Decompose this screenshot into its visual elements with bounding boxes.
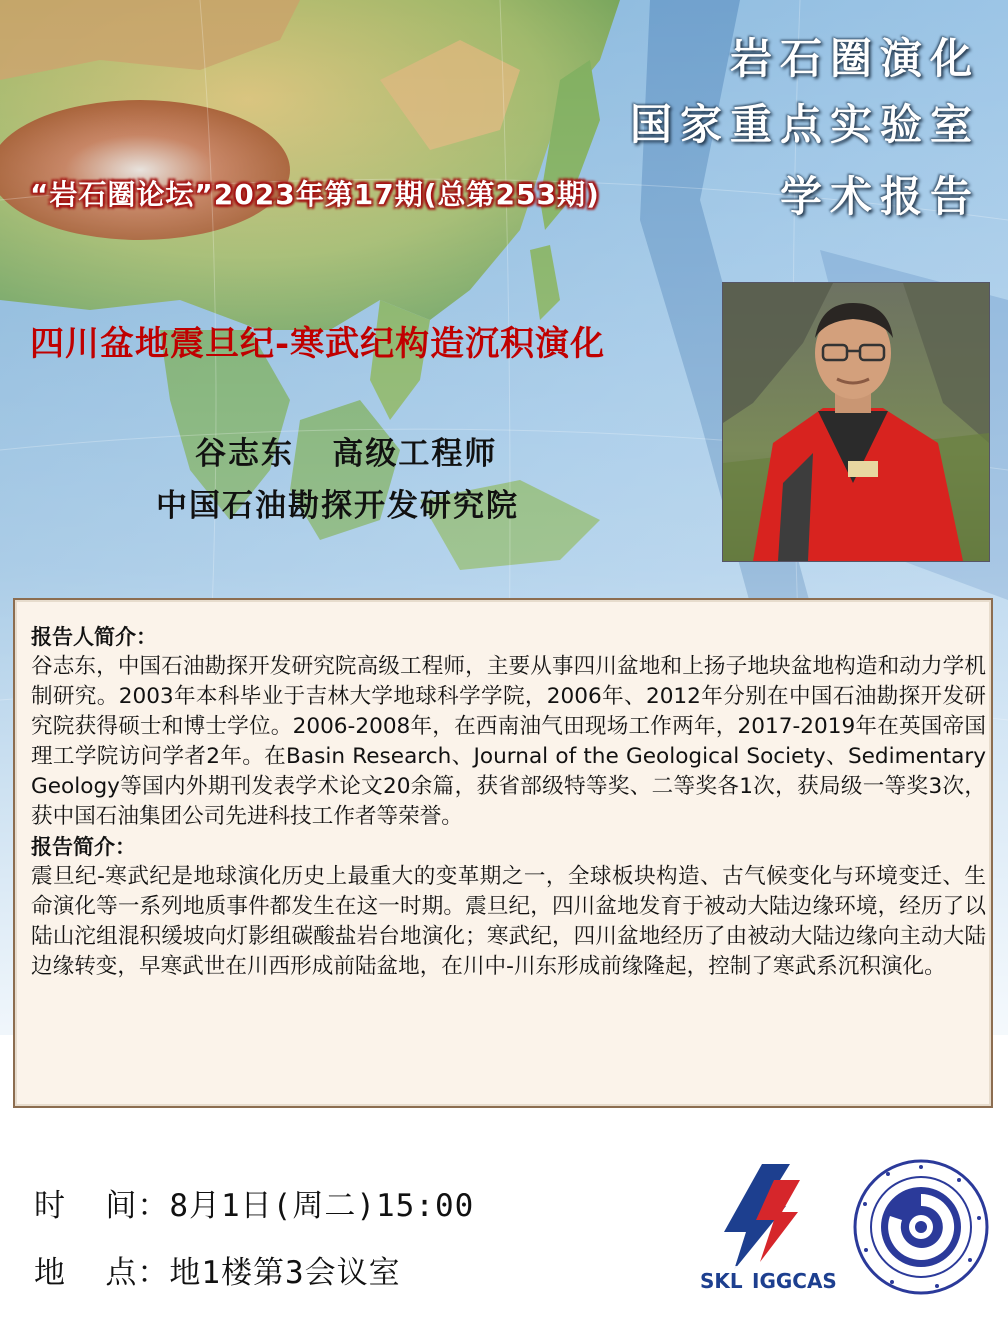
abstract-heading: 报告简介： [31, 835, 136, 859]
lab-title-line-1: 岩石圈演化 [729, 34, 980, 83]
description-panel [13, 598, 993, 1108]
skl-logo-text: SKL [700, 1269, 743, 1293]
description-content [31, 622, 986, 982]
bio-text: 谷志东，中国石油勘探开发研究院高级工程师，主要从事四川盆地和上扬子地块盆地构造和动力学机制研究。2003年本科毕业于吉林大学地球科学学院，2006年、2012年分别在中国石油勘探开发研究院获得硕士和博士学位。2006-2008年，在西南油气田现场工作两年，2017-2019年在英国帝国理工学院访问学者2年。在Basin Research、Journal of the Geological Society、Sedimentary Geology等国内外期刊发表学术论文20余篇，获省部级特等奖、二等奖各1次，获局级一等奖3次，获中国石油集团公司先进科技工作者等荣誉。 [31, 654, 986, 829]
event-time: 时 间：8月1日(周二)15:00 [34, 1188, 475, 1224]
speaker-institution: 中国石油勘探开发研究院 [156, 488, 519, 524]
event-place: 地 点：地1楼第3会议室 [34, 1255, 401, 1291]
skl-logo [694, 1162, 836, 1298]
iggcas-seal [852, 1158, 990, 1296]
forum-series: “岩石圈论坛”2023年第17期(总第253期) [30, 178, 600, 211]
talk-title: 四川盆地震旦纪-寒武纪构造沉积演化 [30, 324, 606, 364]
speaker-photo [722, 282, 990, 562]
speaker-name: 谷志东 高级工程师 [195, 436, 498, 472]
skl-logo-graphic [694, 1162, 836, 1298]
speaker-photo-graphic [723, 283, 989, 561]
iggcas-seal-graphic [852, 1158, 990, 1296]
lab-title-block [630, 26, 980, 230]
abstract-text: 震旦纪-寒武纪是地球演化历史上最重大的变革期之一，全球板块构造、古气候变化与环境变迁、生命演化等一系列地质事件都发生在这一时期。震旦纪，四川盆地发育于被动大陆边缘环境，经历了以陆山沱组混积缓坡向灯影组碳酸盐岩台地演化；寒武纪，四川盆地经历了由被动大陆边缘向主动大陆边缘转变，早寒武世在川西形成前陆盆地，在川中-川东形成前缘隆起，控制了寒武系沉积演化。 [31, 864, 986, 979]
bio-heading: 报告人简介： [31, 625, 157, 649]
lab-title-line-3: 学术报告 [779, 172, 980, 221]
lab-title-line-2: 国家重点实验室 [629, 100, 980, 149]
iggcas-logo-text: IGGCAS [752, 1269, 836, 1293]
